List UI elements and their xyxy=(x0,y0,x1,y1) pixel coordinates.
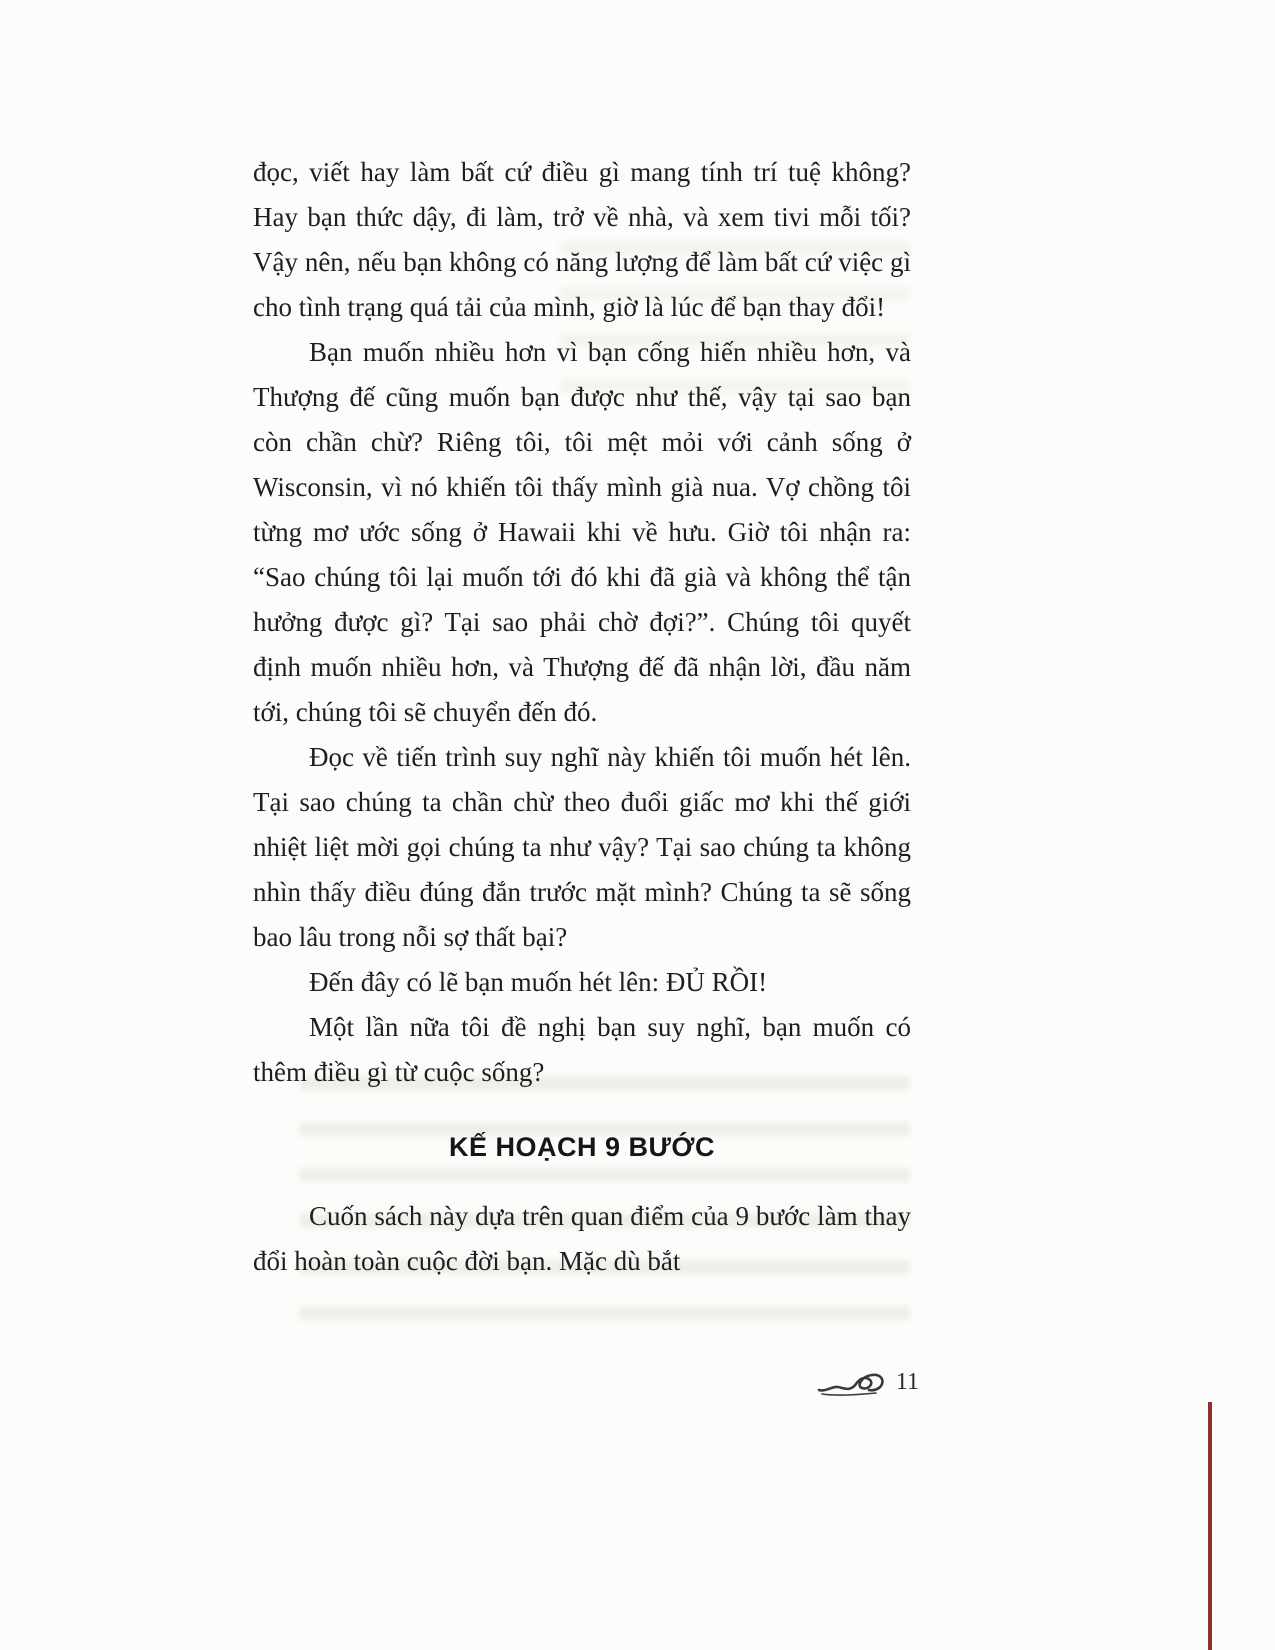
page-edge-line xyxy=(1208,1402,1212,1650)
paragraph: Một lần nữa tôi đề nghị bạn suy nghĩ, bạn muốn có thêm điều gì từ cuộc sống? xyxy=(253,1012,911,1087)
page-number: 11 xyxy=(895,1368,919,1395)
paragraph: Đọc về tiến trình suy nghĩ này khiến tôi muốn hét lên. Tại sao chúng ta chần chừ theo đuổi giấc mơ khi thế giới nhiệt liệt mời gọi chúng ta như vậy? Tại sao chúng ta không nhìn thấy điều đúng đắn trước mặt mình? Chúng ta sẽ sống bao lâu trong nỗi sợ thất bại? xyxy=(253,742,911,952)
paragraph: Cuốn sách này dựa trên quan điểm của 9 bước làm thay đổi hoàn toàn cuộc đời bạn. Mặc dù bắt xyxy=(253,1201,911,1276)
section-heading: KẾ HOẠCH 9 BƯỚC xyxy=(449,1132,715,1162)
paragraph: Đến đây có lẽ bạn muốn hét lên: ĐỦ RỒI! xyxy=(309,967,768,997)
body-text xyxy=(253,150,911,1284)
paragraph: Bạn muốn nhiều hơn vì bạn cống hiến nhiều hơn, và Thượng đế cũng muốn bạn được như thế, vậy tại sao bạn còn chần chừ? Riêng tôi, tôi mệt mỏi với cảnh sống ở Wisconsin, vì nó khiến tôi thấy mình già nua. Vợ chồng tôi từng mơ ước sống ở Hawaii khi về hưu. Giờ tôi nhận ra: “Sao chúng tôi lại muốn tới đó khi đã già và không thể tận hưởng được gì? Tại sao phải chờ đợi?”. Chúng tôi quyết định muốn nhiều hơn, và Thượng đế đã nhận lời, đầu năm tới, chúng tôi sẽ chuyển đến đó. xyxy=(253,337,911,727)
paragraph: đọc, viết hay làm bất cứ điều gì mang tính trí tuệ không? Hay bạn thức dậy, đi làm, trở về nhà, và xem tivi mỗi tối? Vậy nên, nếu bạn không có năng lượng để làm bất cứ việc gì cho tình trạng quá tải của mình, giờ là lúc để bạn thay đổi! xyxy=(253,157,911,322)
page-footer xyxy=(816,1366,919,1398)
pen-scribble-icon xyxy=(816,1366,890,1398)
